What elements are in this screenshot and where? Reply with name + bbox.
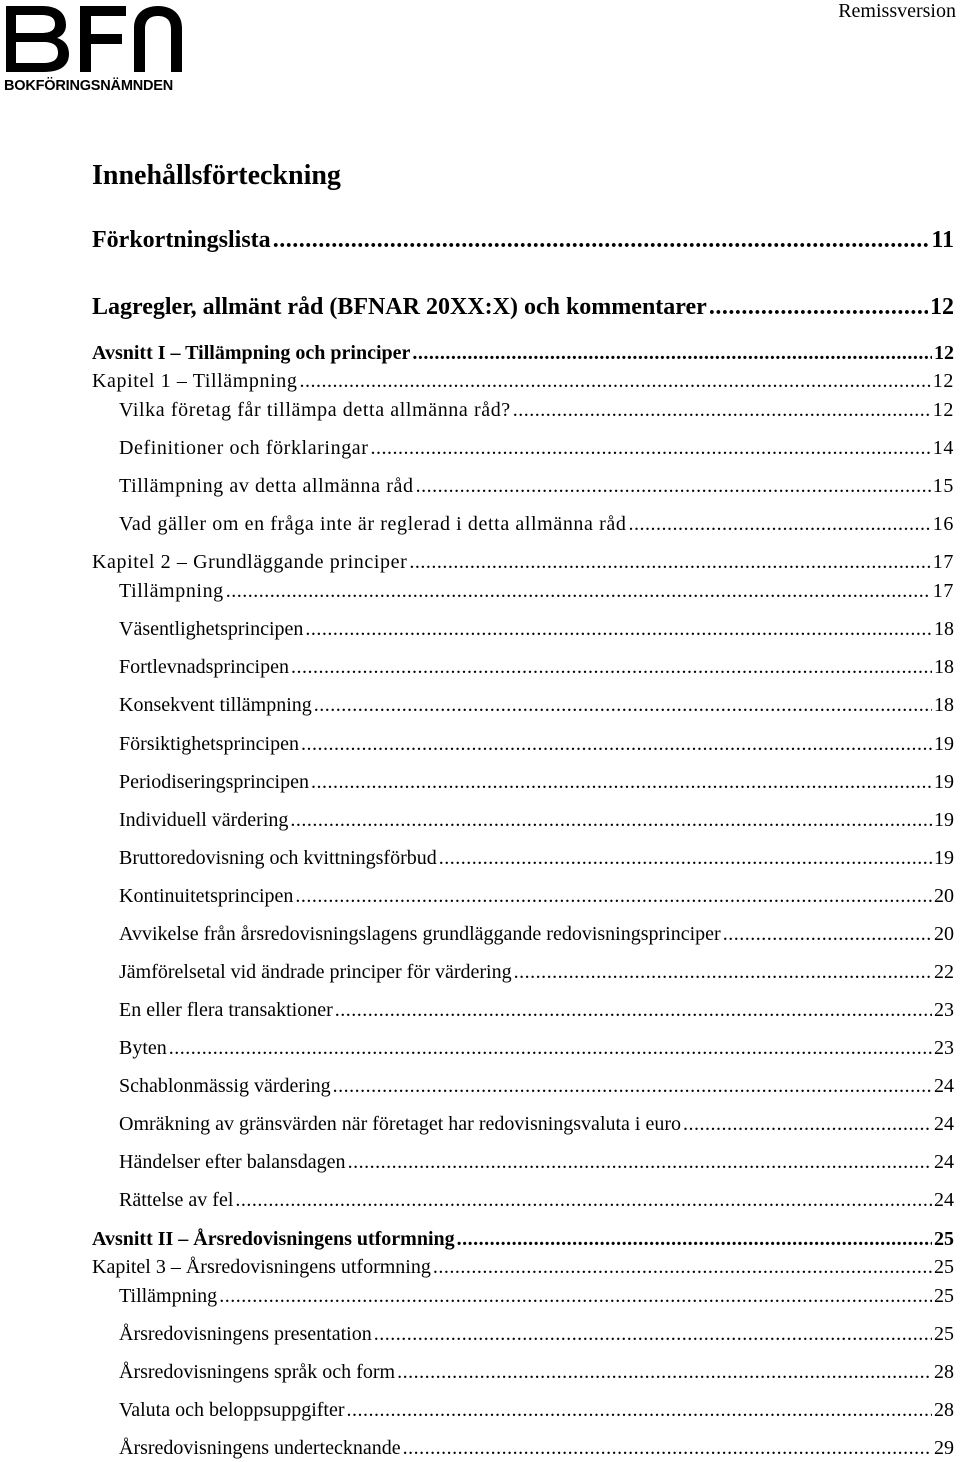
toc-entry-page: 17 — [932, 580, 954, 602]
toc-entry[interactable] — [119, 999, 954, 1022]
toc-entry-label: Individuell värdering — [119, 809, 289, 831]
toc-entry[interactable] — [119, 809, 954, 832]
toc-entry-label: Årsredovisningens undertecknande — [119, 1437, 401, 1459]
dot-leader — [723, 923, 932, 946]
dot-leader — [439, 847, 932, 870]
toc-entry[interactable] — [119, 961, 954, 984]
toc-entry-label: Händelser efter balansdagen — [119, 1151, 346, 1173]
dot-leader — [226, 580, 931, 603]
toc-entry[interactable] — [92, 227, 954, 254]
toc-entry-page: 18 — [934, 694, 954, 716]
dot-leader — [397, 1361, 932, 1384]
toc-entry-page: 28 — [934, 1399, 954, 1421]
toc-entry-page: 16 — [932, 513, 954, 535]
toc-entry-page: 25 — [934, 1256, 954, 1278]
toc-entry[interactable] — [119, 1075, 954, 1098]
toc-entry-label: Väsentlighetsprincipen — [119, 618, 304, 640]
toc-entry-page: 25 — [934, 1285, 954, 1307]
toc-entry-page: 18 — [934, 618, 954, 640]
dot-leader — [513, 399, 931, 422]
dot-leader — [333, 1075, 932, 1098]
dot-leader — [514, 961, 932, 984]
toc-entry[interactable] — [119, 1437, 954, 1460]
toc-entry-label: Avvikelse från årsredovisningslagens grundläggande redovisningsprinciper — [119, 923, 721, 945]
dot-leader — [314, 694, 932, 717]
toc-entry-label: Avsnitt I – Tillämpning och principer — [92, 342, 411, 364]
toc-entry[interactable] — [119, 694, 954, 717]
toc-entry[interactable] — [119, 1399, 954, 1422]
toc-entry-page: 18 — [934, 656, 954, 678]
toc-entry-label: Försiktighetsprincipen — [119, 733, 299, 755]
logo-caption: BOKFÖRINGSNÄMNDEN — [4, 78, 173, 94]
toc-entry-page: 19 — [934, 771, 954, 793]
toc-entry[interactable] — [92, 1256, 954, 1279]
toc-entry-page: 19 — [934, 809, 954, 831]
toc-entry-label: Kapitel 2 – Grundläggande principer — [92, 551, 408, 573]
dot-leader — [403, 1437, 932, 1460]
toc-entry[interactable] — [119, 847, 954, 870]
toc-entry-page: 19 — [934, 847, 954, 869]
toc-entry-label: Definitioner och förklaringar — [119, 437, 369, 459]
dot-leader — [335, 999, 932, 1022]
toc-entry-label: Periodiseringsprincipen — [119, 771, 309, 793]
toc-entry-page: 22 — [934, 961, 954, 983]
toc-entry[interactable] — [92, 1228, 954, 1251]
toc-entry-label: Avsnitt II – Årsredovisningens utformning — [92, 1228, 455, 1250]
toc-entry[interactable] — [92, 294, 954, 321]
toc-title: Innehållsförteckning — [92, 160, 341, 191]
toc-entry[interactable] — [119, 618, 954, 641]
toc-entry-page: 24 — [934, 1151, 954, 1173]
toc-entry[interactable] — [119, 733, 954, 756]
dot-leader — [371, 437, 931, 460]
toc-entry-label: Årsredovisningens språk och form — [119, 1361, 396, 1383]
toc-entry[interactable] — [119, 1361, 954, 1384]
dot-leader — [347, 1399, 933, 1422]
toc-entry[interactable] — [119, 771, 954, 794]
dot-leader — [290, 809, 932, 832]
toc-entry[interactable] — [119, 1285, 954, 1308]
toc-entry-label: Omräkning av gränsvärden när företaget har redovisningsvaluta i euro — [119, 1113, 682, 1135]
dot-leader — [457, 1228, 932, 1251]
dot-leader — [416, 475, 931, 498]
toc-entry-page: 23 — [934, 1037, 954, 1059]
toc-entry[interactable] — [92, 551, 954, 574]
dot-leader — [273, 227, 930, 254]
version-label: Remissversion — [838, 0, 956, 22]
toc-entry-page: 20 — [934, 923, 954, 945]
toc-entry[interactable] — [119, 1113, 954, 1136]
toc-entry-label: Fortlevnadsprincipen — [119, 656, 289, 678]
bfn-logo-mark — [2, 2, 192, 74]
dot-leader — [299, 370, 930, 393]
toc-entry-label: Jämförelsetal vid ändrade principer för värdering — [119, 961, 512, 983]
dot-leader — [348, 1151, 932, 1174]
toc-entry-label: Tillämpning — [119, 580, 224, 602]
dot-leader — [433, 1256, 932, 1279]
dot-leader — [301, 733, 932, 756]
toc-entry-page: 12 — [932, 399, 954, 421]
toc-entry-page: 14 — [932, 437, 954, 459]
toc-entry[interactable] — [119, 885, 954, 908]
toc-entry[interactable] — [119, 1037, 954, 1060]
dot-leader — [683, 1113, 932, 1136]
toc-entry-label: Tillämpning av detta allmänna råd — [119, 475, 414, 497]
toc-entry-page: 25 — [934, 1228, 954, 1250]
toc-entry[interactable] — [119, 437, 954, 460]
toc-entry-label: Schablonmässig värdering — [119, 1075, 331, 1097]
dot-leader — [311, 771, 932, 794]
toc-entry-page: 19 — [934, 733, 954, 755]
toc-entry-page: 11 — [931, 227, 954, 253]
toc-entry-label: Rättelse av fel — [119, 1189, 234, 1211]
toc-entry-page: 12 — [930, 294, 954, 320]
toc-entry-label: En eller flera transaktioner — [119, 999, 333, 1021]
toc-entry-label: Kapitel 1 – Tillämpning — [92, 370, 298, 392]
toc-entry[interactable] — [119, 1323, 954, 1346]
toc-entry-label: Vad gäller om en fråga inte är reglerad i detta allmänna råd — [119, 513, 627, 535]
toc-entry[interactable] — [119, 1151, 954, 1174]
toc-entry-label: Vilka företag får tillämpa detta allmänna råd? — [119, 399, 511, 421]
toc-entry[interactable] — [92, 370, 954, 393]
toc-entry-label: Årsredovisningens presentation — [119, 1323, 372, 1345]
toc-entry-page: 24 — [934, 1189, 954, 1211]
toc-entry-page: 24 — [934, 1075, 954, 1097]
dot-leader — [235, 1189, 932, 1212]
dot-leader — [374, 1323, 932, 1346]
dot-leader — [409, 551, 930, 574]
toc-entry-label: Byten — [119, 1037, 167, 1059]
toc-entry-page: 15 — [932, 475, 954, 497]
toc-entry-page: 28 — [934, 1361, 954, 1383]
toc-entry-label: Konsekvent tillämpning — [119, 694, 312, 716]
dot-leader — [709, 294, 928, 321]
toc-entry[interactable] — [119, 399, 954, 422]
toc-entry[interactable] — [92, 342, 954, 365]
toc-entry-page: 25 — [934, 1323, 954, 1345]
toc-entry-label: Bruttoredovisning och kvittningsförbud — [119, 847, 437, 869]
toc-entry-page: 12 — [934, 342, 954, 364]
toc-entry-page: 24 — [934, 1113, 954, 1135]
toc-entry-label: Lagregler, allmänt råd (BFNAR 20XX:X) och kommentarer — [92, 294, 707, 320]
dot-leader — [291, 656, 932, 679]
dot-leader — [305, 618, 932, 641]
toc-entry[interactable] — [119, 513, 954, 536]
bfn-logo — [2, 2, 192, 97]
toc-entry[interactable] — [119, 1189, 954, 1212]
dot-leader — [412, 342, 932, 365]
toc-entry-label: Tillämpning — [119, 1285, 218, 1307]
dot-leader — [219, 1285, 932, 1308]
toc-entry-label: Kapitel 3 – Årsredovisningens utformning — [92, 1256, 431, 1278]
toc-entry-page: 20 — [934, 885, 954, 907]
toc-entry-label: Kontinuitetsprincipen — [119, 885, 294, 907]
toc-entry[interactable] — [119, 475, 954, 498]
toc-entry[interactable] — [119, 580, 954, 603]
toc-entry-label: Valuta och beloppsuppgifter — [119, 1399, 345, 1421]
toc-entry-page: 17 — [932, 551, 954, 573]
dot-leader — [628, 513, 930, 536]
toc-entry-page: 29 — [934, 1437, 954, 1459]
toc-entry-page: 12 — [932, 370, 954, 392]
toc-entry-label: Förkortningslista — [92, 227, 271, 253]
toc-entry[interactable] — [119, 656, 954, 679]
dot-leader — [295, 885, 932, 908]
toc-entry[interactable] — [119, 923, 954, 946]
dot-leader — [169, 1037, 932, 1060]
toc-entry-page: 23 — [934, 999, 954, 1021]
